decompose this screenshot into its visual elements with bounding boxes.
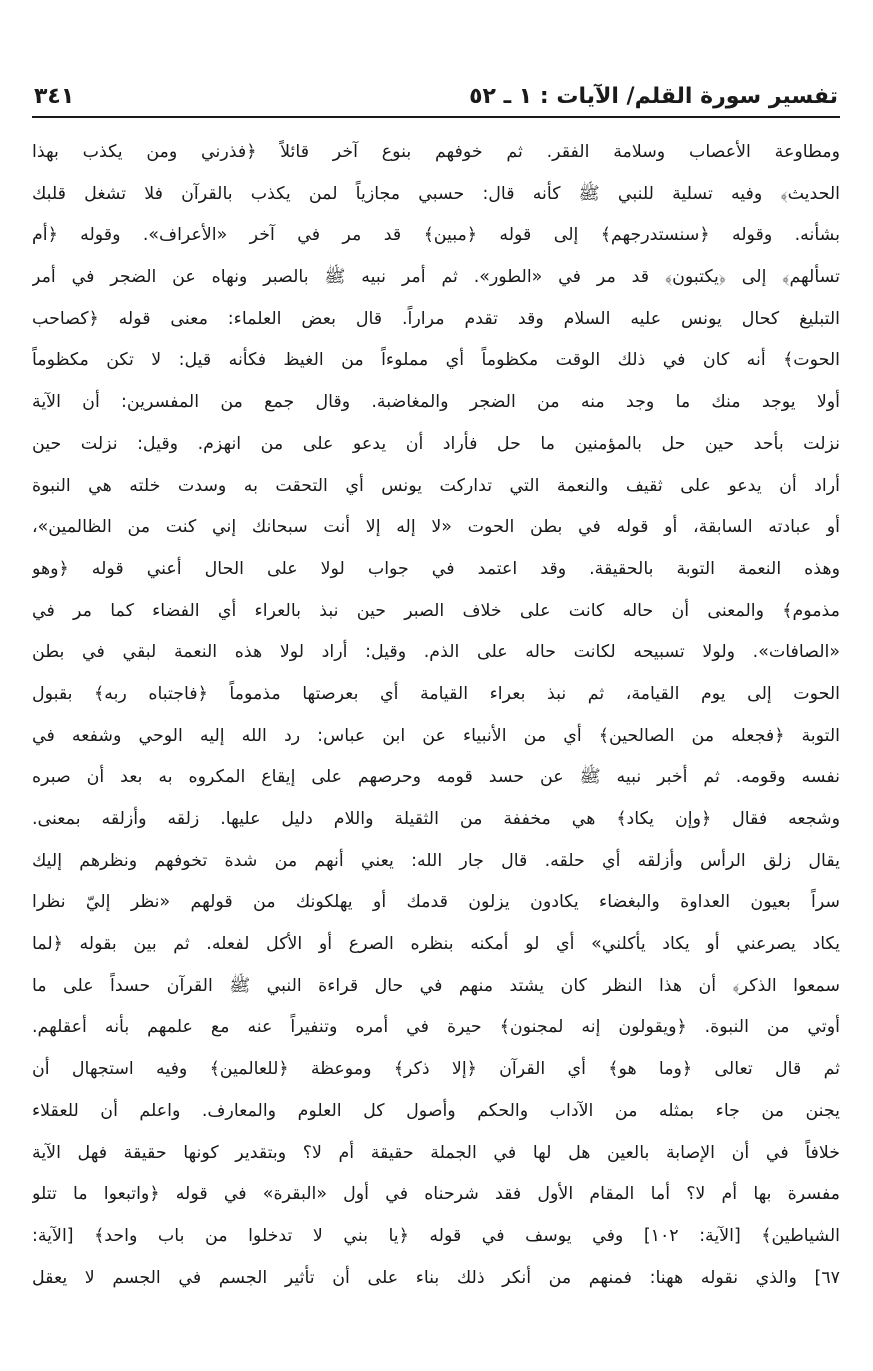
text-line: التوبة ﴿فجعله من الصالحين﴾ أي من الأنبياء عن ابن عباس: رد الله إليه الوحي وشفعه في: [32, 725, 840, 746]
text-line: ٦٧] والذي نقوله ههنا: فمنهم من أنكر ذلك بناء على أن تأثير الجسم في الجسم لا يعقل: [32, 1267, 840, 1288]
text-line: الحديث﴾ وفيه تسلية للنبي ﷺ كأنه قال: حسبي مجازياً لمن يكذب بالقرآن فلا تشغل قلبك: [32, 183, 840, 204]
text-line: مفسرة بها أم لا؟ أما المقام الأول فقد شرحناه في أول «البقرة» في قوله ﴿واتبعوا ما تتلو: [32, 1184, 840, 1205]
text-line: نزلت بأحد حين حل بالمؤمنين ما حل فأراد أن يدعو على من انهزم. وقيل: نزلت حين: [32, 433, 840, 454]
text-line: تسألهم﴾ إلى ﴿يكتبون﴾ قد مر في «الطور». ثم أمر نبيه ﷺ بالصبر ونهاه عن الضجر في أمر: [32, 267, 840, 288]
text-line: يكاد يصرعني أو يكاد يأكلني» أي لو أمكنه بنظره الصرع أو الأكل لفعله. ثم بين بقوله ﴿لما: [32, 934, 840, 955]
text-line: أو عبادته السابقة، أو قوله في بطن الحوت «لا إله إلا أنت سبحانك إني كنت من الظالمين»،: [32, 517, 840, 538]
text-line: وشجعه فقال ﴿وإن يكاد﴾ هي مخففة من الثقيلة واللام دليل عليها. زلقه وأزلقه بمعنى.: [32, 809, 840, 829]
text-line: خلافاً في أن الإصابة بالعين هل لها في الجملة حقيقة أم لا؟ وبتقدير كونها حقيقة فهل الآية: [32, 1142, 840, 1163]
text-line: نفسه وقومه. ثم أخبر نبيه ﷺ عن حسد قومه وحرصهم على إيقاع المكروه به بعد أن صبره: [32, 767, 840, 788]
book-page: [32, 78, 840, 1299]
text-line: الحوت إلى يوم القيامة، ثم نبذ بعراء القيامة أي بعرصتها مذموماً ﴿فاجتباه ربه﴾ بقبول: [32, 683, 840, 704]
text-line: وهذه النعمة التوبة بالحقيقة. وقد اعتمد في جواب لولا على الحال أعني قوله ﴿وهو: [32, 558, 840, 579]
text-line: سراً بعيون العداوة والبغضاء يكادون يزلون قدمك أو يهلكونك من قولهم «نظر إليّ نظرا: [32, 892, 840, 913]
text-line: بشأنه. وقوله ﴿سنستدرجهم﴾ إلى قوله ﴿مبين﴾ قد مر في آخر «الأعراف». وقوله ﴿أم: [32, 225, 840, 246]
text-line: يقال زلق الرأس وأزلقه أي حلقه. قال جار الله: يعني أنهم من شدة تخوفهم ونظرهم إليك: [32, 850, 840, 871]
text-line: سمعوا الذكر﴾ أن هذا النظر كان يشتد منهم في حال قراءة النبي ﷺ القرآن حسداً على ما: [32, 975, 840, 996]
page-header: [32, 78, 840, 118]
text-line: يجنن من جاء بمثله من الآداب والحكم وأصول كل العلوم والمعارف. واعلم أن للعقلاء: [32, 1100, 840, 1121]
text-line: مذموم﴾ والمعنى أن حاله كانت على خلاف الصبر حين نبذ بالعراء أي الفضاء كما مر في: [32, 600, 840, 621]
text-line: أولا يوجد منك ما وجد منه من الضجر والمغاضبة. وقال جمع من المفسرين: أن الآية: [32, 392, 840, 413]
page-number: ٣٤١: [34, 84, 75, 109]
running-title: تفسير سورة القلم/ الآيات : ١ ـ ٥٢: [469, 84, 838, 109]
text-line: «الصافات». ولولا تسبيحه لكانت حاله على الذم. وقيل: أراد لولا هذه النعمة لبقي في بطن: [32, 642, 840, 663]
text-line: التبليغ كحال يونس عليه السلام وقد تقدم مراراً. قال بعض العلماء: معنى قوله ﴿كصاحب: [32, 308, 840, 329]
text-line: الشياطين﴾ [الآية: ١٠٢] وفي يوسف في قوله ﴿يا بني لا تدخلوا من باب واحد﴾ [الآية:: [32, 1225, 840, 1246]
text-line: أوتي من النبوة. ﴿ويقولون إنه لمجنون﴾ حيرة في أمره وتنفيراً عنه مع علمهم بأنه أعقلهم.: [32, 1017, 840, 1038]
text-line: ثم قال تعالى ﴿وما هو﴾ أي القرآن ﴿إلا ذكر﴾ وموعظة ﴿للعالمين﴾ وفيه استجهال أن: [32, 1059, 840, 1080]
text-line: ومطاوعة الأعصاب وسلامة الفقر. ثم خوفهم بنوع آخر قائلاً ﴿فذرني ومن يكذب بهذا: [32, 142, 840, 162]
body-text: [32, 132, 840, 1299]
text-line: أراد أن يدعو على ثقيف والنعمة التي تداركت يونس أي التحقت به وسدت خلته هي النبوة: [32, 475, 840, 496]
text-line: الحوت﴾ أنه كان في ذلك الوقت مكظوماً أي مملوءاً من الغيظ فكأنه قيل: لا تكن مكظوماً: [32, 350, 840, 371]
